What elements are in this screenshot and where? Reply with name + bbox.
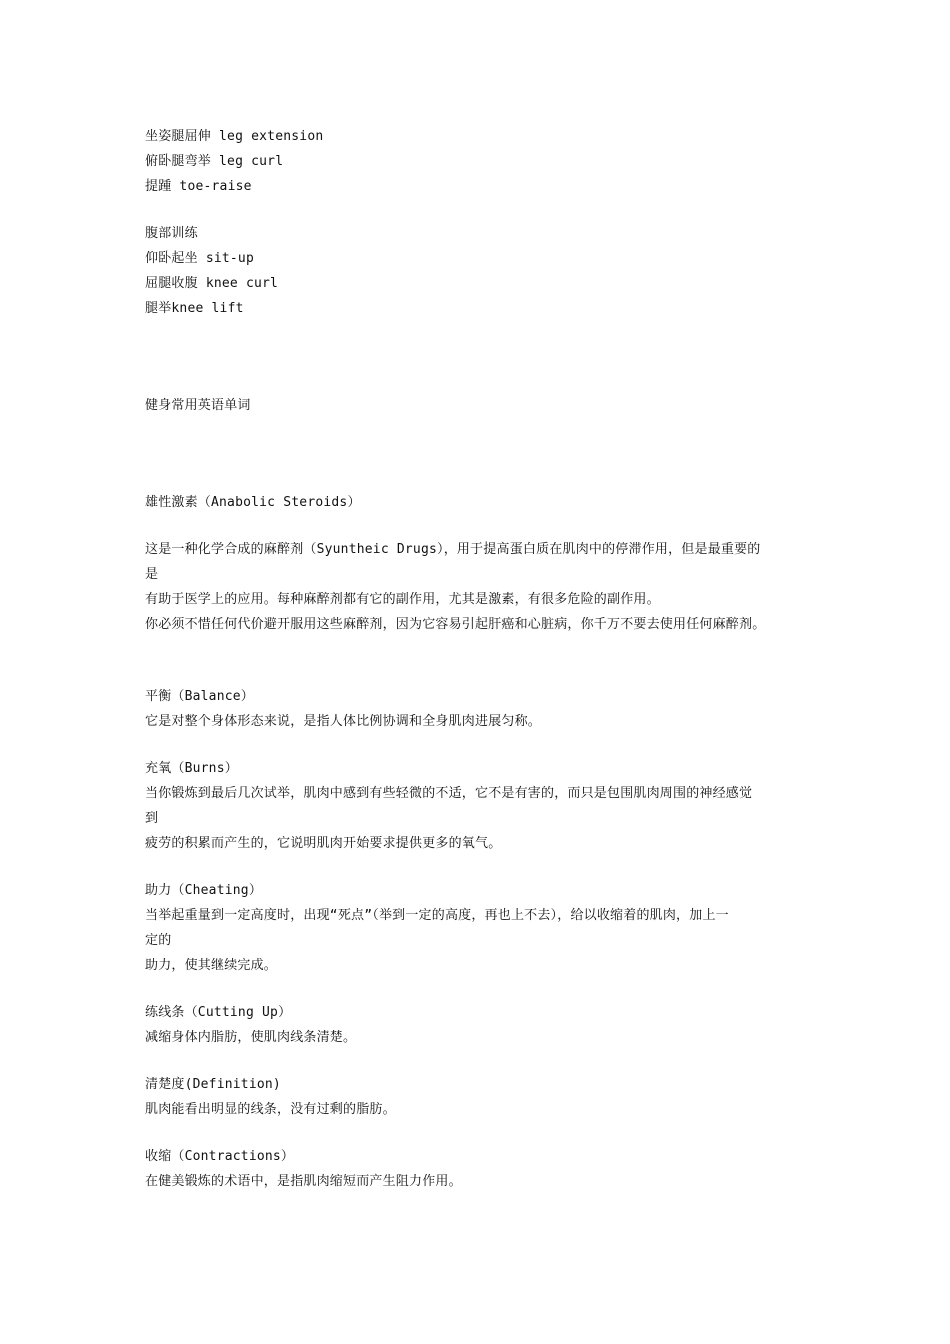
cheating-desc-2: 助力，使其继续完成。 [145,958,278,973]
burns-desc-1b: 到 [145,811,159,826]
steroids-desc-2: 有助于医学上的应用。每种麻醉剂都有它的副作用，尤其是激素，有很多危险的副作用。 [145,592,660,607]
burns-desc-1: 当你锻炼到最后几次试举，肌肉中感到有些轻微的不适，它不是有害的，而只是包围肌肉周围的神经感觉 [145,786,753,801]
contractions-desc: 在健美锻炼的术语中，是指肌肉缩短而产生阻力作用。 [145,1174,462,1189]
leg-curl-line: 俯卧腿弯举 leg curl [145,154,284,169]
balance-desc: 它是对整个身体形态来说，是指人体比例协调和全身肌肉进展匀称。 [145,714,542,729]
definition-title: 清楚度(Definition) [145,1077,281,1092]
vocab-title: 健身常用英语单词 [145,398,251,413]
knee-lift-line: 腿举knee lift [145,301,244,316]
steroids-desc-1b: 是 [145,567,159,582]
steroids-title: 雄性激素（Anabolic Steroids） [145,495,361,510]
cheating-title: 助力（Cheating） [145,883,263,898]
contractions-title: 收缩（Contractions） [145,1149,295,1164]
definition-desc: 肌肉能看出明显的线条，没有过剩的脂肪。 [145,1102,396,1117]
leg-extension-line: 坐姿腿屈伸 leg extension [145,129,324,144]
knee-curl-line: 屈腿收腹 knee curl [145,276,279,291]
toe-raise-line: 提踵 toe-raise [145,179,252,194]
burns-desc-2: 疲劳的积累而产生的，它说明肌肉开始要求提供更多的氧气。 [145,836,502,851]
balance-title: 平衡（Balance） [145,689,254,704]
burns-title: 充氧（Burns） [145,761,238,776]
steroids-desc-3: 你必须不惜任何代价避开服用这些麻醉剂，因为它容易引起肝癌和心脏病，你千万不要去使用任何麻醉剂。 [145,617,766,632]
abs-heading: 腹部训练 [145,226,198,241]
cutting-title: 练线条（Cutting Up） [145,1005,292,1020]
steroids-desc-1: 这是一种化学合成的麻醉剂（Syuntheic Drugs），用于提高蛋白质在肌肉中的停滞作用，但是最重要的 [145,542,761,557]
cutting-desc: 减缩身体内脂肪，使肌肉线条清楚。 [145,1030,357,1045]
cheating-desc-1: 当举起重量到一定高度时，出现“死点”（举到一定的高度，再也上不去），给以收缩着的肌肉，加上一 [145,908,729,923]
cheating-desc-1b: 定的 [145,933,172,948]
sit-up-line: 仰卧起坐 sit-up [145,251,254,266]
